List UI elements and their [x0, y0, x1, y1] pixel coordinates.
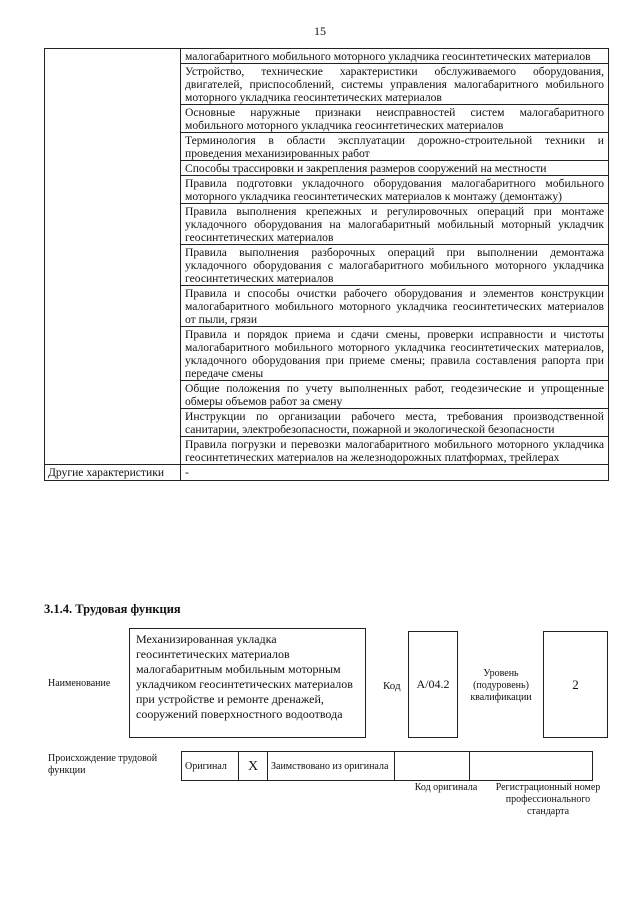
- knowledge-table: [44, 48, 609, 481]
- name-label: Наименование: [48, 678, 111, 689]
- table-row: [182, 752, 593, 781]
- other-characteristics-row: [45, 465, 609, 481]
- knowledge-item: Основные наружные признаки неисправностей систем малогабаритного мобильного моторного укладчика геосинтетических материалов: [181, 105, 609, 133]
- code-label: Код: [383, 680, 401, 692]
- reg-number-cell: [470, 752, 593, 781]
- knowledge-item: Правила и способы очистки рабочего оборудования и элементов конструкции малогабаритного мобильного моторного укладчика геосинтетических материалов от пыли, грязи: [181, 286, 609, 327]
- merged-label-cell: [45, 49, 181, 465]
- other-characteristics-value: -: [181, 465, 609, 481]
- origin-label: Происхождение трудовой функции: [48, 753, 158, 776]
- page-number: 15: [314, 24, 326, 38]
- section-heading: 3.1.4. Трудовая функция: [44, 602, 181, 616]
- knowledge-item: Инструкции по организации рабочего места, требования производственной санитарии, электробезопасности, пожарной и экологической безопасности: [181, 409, 609, 437]
- level-label: Уровень (подуровень) квалификации: [470, 668, 532, 703]
- other-characteristics-label: Другие характеристики: [45, 465, 181, 481]
- knowledge-item: Правила и порядок приема и сдачи смены, проверки исправности и чистоты малогабаритного мобильного моторного укладчика геосинтетических материалов, укладочного оборудования при приеме смены; правила составления рапорта при передаче смены: [181, 327, 609, 381]
- function-name-box: Механизированная укладка геосинтетических материалов малогабаритным мобильным моторным укладчиком геосинтетических материалов при устройстве и ремонте дренажей, сооружений поверхностного водоотвода: [129, 628, 366, 738]
- original-mark: X: [239, 752, 268, 781]
- knowledge-item: Правила погрузки и перевозки малогабаритного мобильного моторного укладчика геосинтетических материалов на железнодорожных платформах, трейлерах: [181, 437, 609, 465]
- origin-table: [181, 751, 593, 781]
- knowledge-item: Общие положения по учету выполненных работ, геодезические и упрощенные обмеры объемов работ за смену: [181, 381, 609, 409]
- knowledge-item: Способы трассировки и закрепления размеров сооружений на местности: [181, 161, 609, 176]
- original-cell: Оригинал: [182, 752, 239, 781]
- knowledge-item: малогабаритного мобильного моторного укладчика геосинтетических материалов: [181, 49, 609, 64]
- knowledge-item: Правила подготовки укладочного оборудования малогабаритного мобильного моторного укладчика геосинтетических материалов к монтажу (демонтажу): [181, 176, 609, 204]
- knowledge-item: Правила выполнения разборочных операций при выполнении демонтажа укладочного оборудования с малогабаритного мобильного моторного укладчика геосинтетических материалов: [181, 245, 609, 286]
- level-value: 2: [543, 631, 608, 738]
- reg-number-caption: Регистрационный номер профессионального стандарта: [495, 782, 601, 817]
- code-value: A/04.2: [408, 631, 458, 738]
- knowledge-item: Правила выполнения крепежных и регулировочных операций при монтаже укладочного оборудования на малогабаритный мобильный моторный укладчик геосинтетических материалов: [181, 204, 609, 245]
- knowledge-item: Терминология в области эксплуатации дорожно-строительной техники и проведения механизированных работ: [181, 133, 609, 161]
- borrowed-cell: Заимствовано из оригинала: [268, 752, 395, 781]
- knowledge-item: Устройство, технические характеристики обслуживаемого оборудования, двигателей, приспособлений, системы управления малогабаритного мобильного моторного укладчика геосинтетических материалов: [181, 64, 609, 105]
- code-original-caption: Код оригинала: [414, 782, 478, 793]
- code-original-cell: [395, 752, 470, 781]
- table-row: [45, 49, 609, 64]
